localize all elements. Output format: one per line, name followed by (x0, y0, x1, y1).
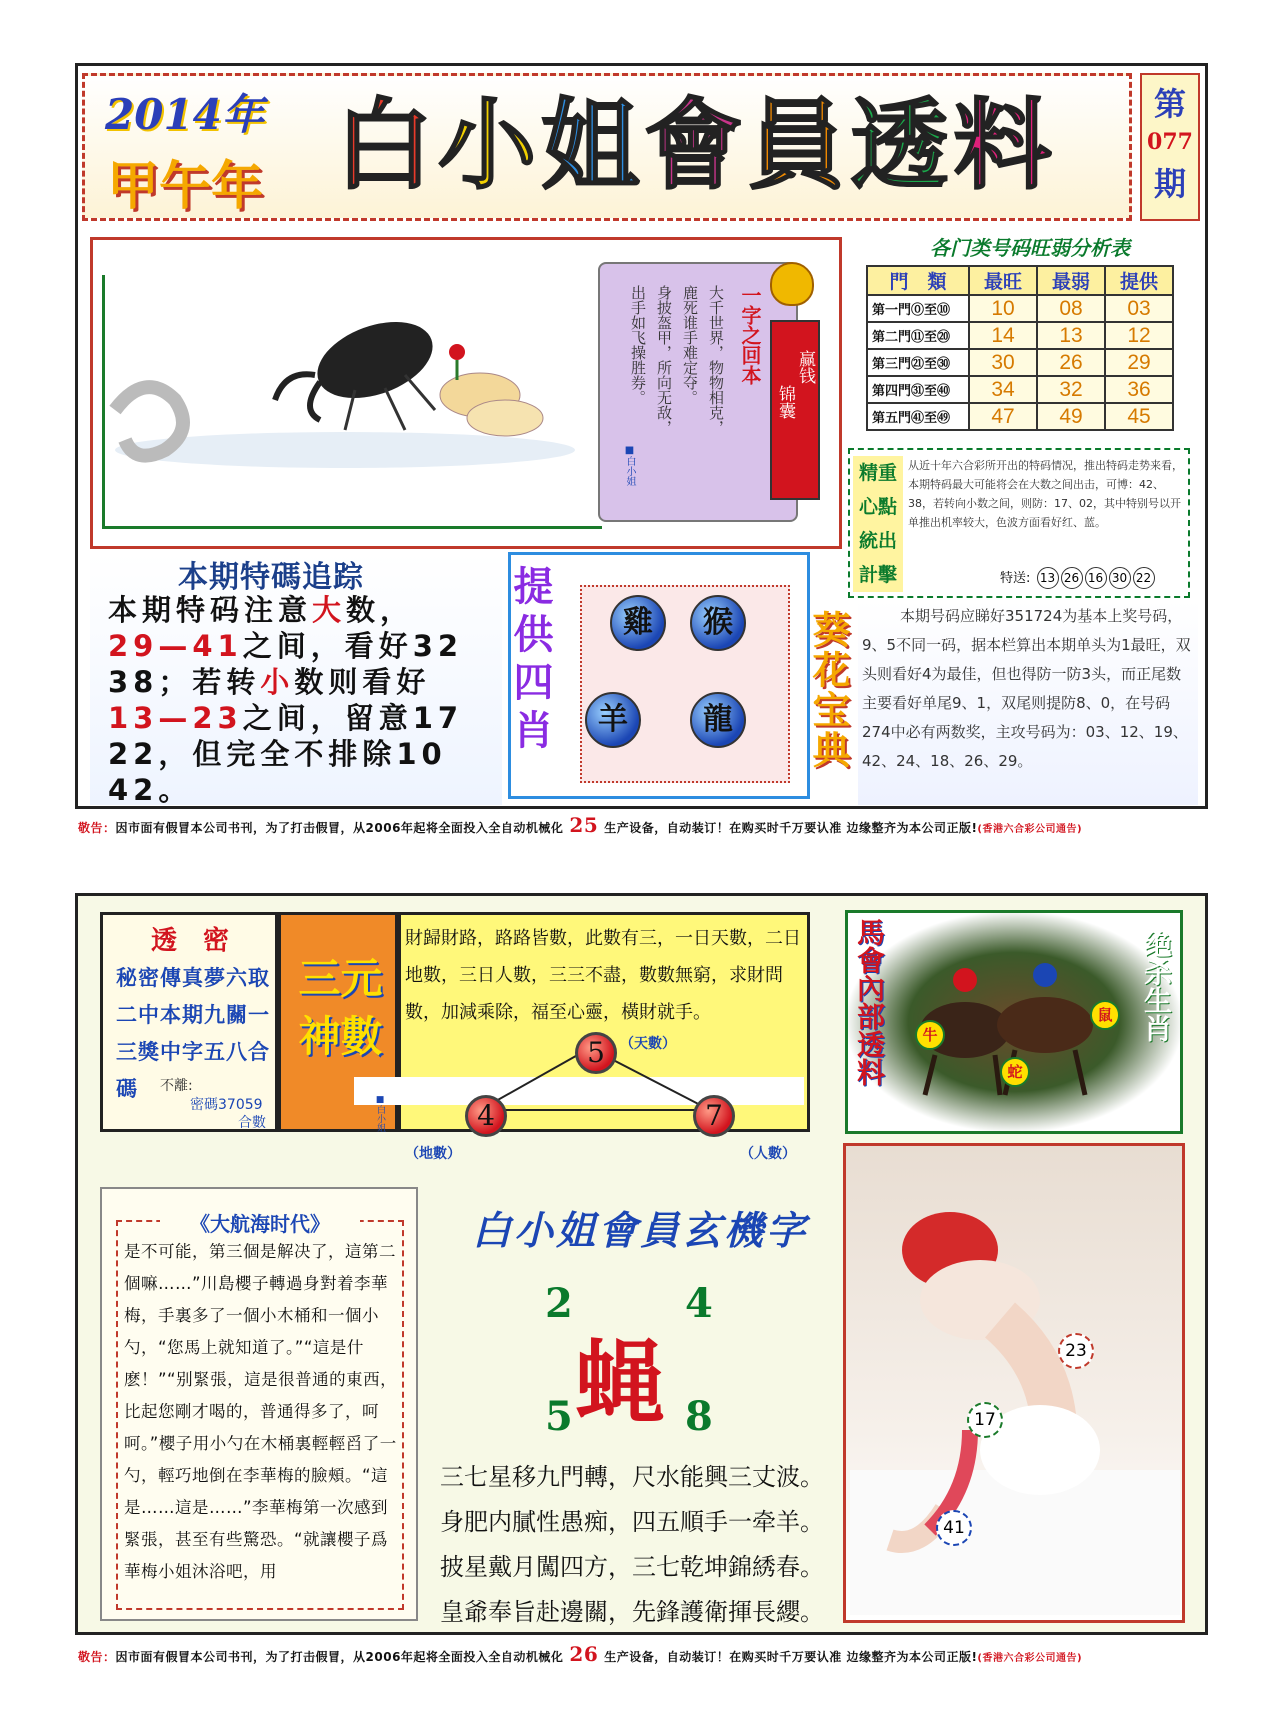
issue-char-3: 期 (1153, 165, 1186, 203)
poem-line-4: 皇爺奉旨赴邊關，先鋒護衛揮長纓。 (440, 1598, 824, 1626)
xuanji-number-2: 4 (685, 1280, 713, 1327)
title-char-3: 姐 (541, 89, 640, 203)
analysis-title: 各门类号码旺弱分析表 (930, 236, 1130, 260)
row-tip: 29 (1105, 349, 1173, 376)
tracking-segment: 29—41 (108, 629, 243, 663)
title-char-6: 透 (850, 89, 949, 203)
page-number: 25 (569, 813, 599, 837)
table-row (867, 376, 1173, 403)
issue-char-2: 077 (1147, 129, 1193, 155)
tracking-line (108, 700, 508, 736)
warning-strip-1 (78, 812, 1208, 838)
tracking-segment: 13—23 (108, 701, 243, 735)
warning-text: 因市面有假冒本公司书刊，为了打击假冒，从2006年起将全面投入全自动机械化 (115, 1650, 564, 1664)
header-tip: 提供 (1105, 266, 1173, 295)
poem-line-3: 披星戴月闖四方，三七乾坤錦綉春。 (440, 1553, 824, 1581)
poem-line-1: 三七星移九門轉，尺水能興三丈波。 (440, 1463, 824, 1491)
special-number: 22 (1133, 567, 1155, 589)
photo-ball: 23 (1058, 1333, 1094, 1369)
tracking-segment: 本期特码注意 (108, 593, 313, 627)
scroll-tag-top: 赢钱 (795, 350, 815, 384)
sunflower-title: 葵花宝典 (806, 610, 850, 770)
photo-ball: 41 (936, 1510, 972, 1546)
warning-source: (香港六合彩公司通告) (977, 824, 1083, 835)
row-label: 第二門⑪至⑳ (867, 322, 969, 349)
node-human-label: （人數） (740, 1146, 796, 1162)
photo-ball: 17 (967, 1402, 1003, 1438)
xuanji-number-4: 8 (685, 1393, 713, 1440)
heart-label-3: 統出 (858, 530, 897, 552)
title-char-4: 會 (644, 89, 743, 203)
header-category: 門 類 (867, 266, 969, 295)
tracking-line (108, 628, 508, 664)
title-char-1: 白 (335, 89, 434, 203)
secret-text: 秘密傳真夢六取二中本期九關一三獎中字五八合碼 (116, 966, 270, 1101)
beetle-illustration (105, 300, 595, 480)
title-char-5: 員 (747, 89, 846, 203)
node-human: 7 (693, 1095, 735, 1137)
tracking-segment: 之间，留意17 (242, 701, 464, 735)
special-send (1000, 567, 1155, 589)
row-tip: 36 (1105, 376, 1173, 403)
heart-label-1: 精重 (858, 462, 897, 484)
warning-prefix: 敬告： (78, 1650, 116, 1664)
heart-label-4: 計擊 (858, 564, 897, 586)
tracking-line (108, 772, 508, 808)
tracking-segment: 22，但完全不排除10 (108, 737, 447, 771)
node-heaven: 5 (575, 1032, 617, 1074)
tracking-segment: 42。 (108, 773, 193, 807)
tracking-segment: 数， (346, 593, 415, 627)
table-row (867, 403, 1173, 430)
row-min: 13 (1037, 322, 1105, 349)
heart-label-2: 心點 (858, 496, 897, 518)
warning-prefix: 敬告： (78, 821, 116, 835)
secret-title: 透 密 (150, 926, 229, 956)
row-label: 第四門㉛至㊵ (867, 376, 969, 403)
zodiac-cell-2: 猴 (690, 595, 746, 651)
scroll-poem-4: 出手如飞操胜券。 (629, 285, 647, 405)
zodiac-cell-4: 龍 (690, 692, 746, 748)
table-row (867, 349, 1173, 376)
header-year: 2014年 (105, 90, 264, 139)
warning-text-2: 生产设备，自动装订！在购买时千万要认准 边缘整齐为本公司正版! (604, 1650, 978, 1664)
row-min: 49 (1037, 403, 1105, 430)
tracking-line (108, 736, 508, 772)
special-label: 特送: (1000, 571, 1031, 586)
scroll-signature: ■白小姐 (624, 445, 635, 486)
title-char-7: 料 (953, 89, 1052, 203)
table-header-row (867, 266, 1173, 295)
tracking-segment: 小 (260, 665, 295, 699)
heart-side-label (853, 456, 903, 592)
xuanji-char: 蝇 (575, 1331, 665, 1436)
xuanji-number-1: 2 (545, 1280, 573, 1327)
row-tip: 45 (1105, 403, 1173, 430)
scroll-poem-1: 大千世界，物物相克， (707, 285, 725, 435)
sunflower-text: 本期号码应睇好351724为基本上奖号码，9、5不同一码，据本栏算出本期单头为1最旺，双头则看好4为最佳，但也得防一防3头，而正尾数主要看好单尾9、1，双尾则提防8、0，在号码274中必有两数奖，主攻号码为：03、12、19、42、24、18、26、29。 (862, 607, 1191, 770)
zodiac-badge: 鼠 (1090, 1000, 1120, 1030)
tracking-line (108, 592, 508, 628)
row-max: 14 (969, 322, 1037, 349)
table-row (867, 295, 1173, 322)
row-min: 32 (1037, 376, 1105, 403)
warning-text-2: 生产设备，自动装订！在购买时千万要认准 边缘整齐为本公司正版! (604, 821, 978, 835)
scroll-tag-bottom: 锦囊 (775, 385, 795, 419)
tracking-title: 本期特碼追踪 (178, 560, 364, 595)
row-label: 第一門⓪至⑩ (867, 295, 969, 322)
node-earth-label: （地數） (405, 1146, 461, 1162)
warning-strip-2 (78, 1641, 1208, 1667)
row-min: 08 (1037, 295, 1105, 322)
issue-number (1140, 73, 1200, 221)
header-title (335, 86, 1052, 206)
special-number: 30 (1109, 567, 1131, 589)
zodiac-badge: 蛇 (1000, 1057, 1030, 1087)
model-photo (850, 1150, 1180, 1615)
tracking-segment: 之间，看好32 (242, 629, 464, 663)
warning-text: 因市面有假冒本公司书刊，为了打击假冒，从2006年起将全面投入全自动机械化 (115, 821, 564, 835)
tracking-segment: 数则看好 (294, 665, 431, 699)
xuanji-title: 白小姐會員玄機字 (471, 1209, 808, 1254)
special-number: 13 (1037, 567, 1059, 589)
analysis-table (866, 265, 1174, 431)
novel-text: 是不可能，第三個是解决了，這第二個嘛……”川島櫻子轉過身對着李華梅，手裏多了一個小木桶和一個小勺，“您馬上就知道了。”“這是什麽！”“别緊張，這是很普通的東西，比起您剛才喝的，普通得多了，呵呵。”櫻子用小勺在木桶裏輕輕舀了一勺，輕巧地倒在李華梅的臉頰。“這是……這是……”李華梅第一次感到緊張，甚至有些驚恐。“就讓櫻子爲華梅小姐沐浴吧，用 (124, 1242, 398, 1581)
zodiac-badge: 牛 (915, 1020, 945, 1050)
secret-note-3: 合數 (238, 1115, 266, 1131)
title-char-2: 小 (438, 89, 537, 203)
header-max: 最旺 (969, 266, 1037, 295)
row-max: 34 (969, 376, 1037, 403)
sanyuan-label: 三元神數 (298, 954, 383, 1061)
header-banner (82, 73, 1132, 221)
page-number: 26 (569, 1642, 599, 1666)
tracking-segment: 38；若转 (108, 665, 261, 699)
tracking-line (108, 664, 508, 700)
novel-title: 《大航海时代》 (160, 1208, 360, 1237)
secret-note-1: 不離: (160, 1078, 193, 1094)
node-heaven-label: （天數） (620, 1036, 676, 1052)
secret-note-2: 密碼37059 (190, 1097, 263, 1113)
moneybag-icon (770, 262, 814, 306)
sanyuan-text: 財歸財路，路路皆數，此數有三，一日天數，二日地數，三日人數，三三不盡，數數無窮，求財問數，加減乘除，福至心靈，橫財就手。 (405, 928, 801, 1023)
table-row (867, 322, 1173, 349)
poem-line-2: 身肥内膩性愚痴，四五順手一牵羊。 (440, 1508, 824, 1536)
row-min: 26 (1037, 349, 1105, 376)
zodiac-label: 提供四肖 (507, 565, 553, 757)
row-label: 第三門㉑至㉚ (867, 349, 969, 376)
row-tip: 03 (1105, 295, 1173, 322)
horse-left-label: 馬會內部透料 (853, 918, 886, 1086)
issue-char-1: 第 (1153, 85, 1186, 123)
header-min: 最弱 (1037, 266, 1105, 295)
sanyuan-stamp: ■白小姐 (375, 1095, 385, 1132)
scroll-title: 一字之回本 (738, 285, 762, 385)
row-max: 30 (969, 349, 1037, 376)
scroll-poem-3: 身披盔甲，所向无敌， (655, 285, 673, 435)
heart-text: 从近十年六合彩所开出的特码情况，推出特码走势来看，本期特码最大可能将会在大数之间出击，可博：42、38，若转向小数之间，则防：17、02，其中特别号以开单推出机率较大，色波方面看好红、蓝。 (908, 459, 1183, 529)
row-label: 第五門㊶至㊾ (867, 403, 969, 430)
xuanji-poem (440, 1455, 840, 1635)
warning-source: (香港六合彩公司通告) (977, 1653, 1083, 1664)
header-ganzhi: 甲午年 (107, 157, 264, 217)
zodiac-cell-1: 雞 (610, 595, 666, 651)
tracking-body (108, 592, 508, 808)
xuanji-number-3: 5 (545, 1393, 573, 1440)
node-earth: 4 (465, 1095, 507, 1137)
special-number: 16 (1085, 567, 1107, 589)
horse-right-label: 绝杀生肖 (1140, 930, 1173, 1042)
row-max: 10 (969, 295, 1037, 322)
special-number: 26 (1061, 567, 1083, 589)
row-tip: 12 (1105, 322, 1173, 349)
row-max: 47 (969, 403, 1037, 430)
tracking-segment: 大 (312, 593, 347, 627)
scroll-poem-2: 鹿死谁手难定夺。 (681, 285, 699, 405)
zodiac-cell-3: 羊 (585, 692, 641, 748)
